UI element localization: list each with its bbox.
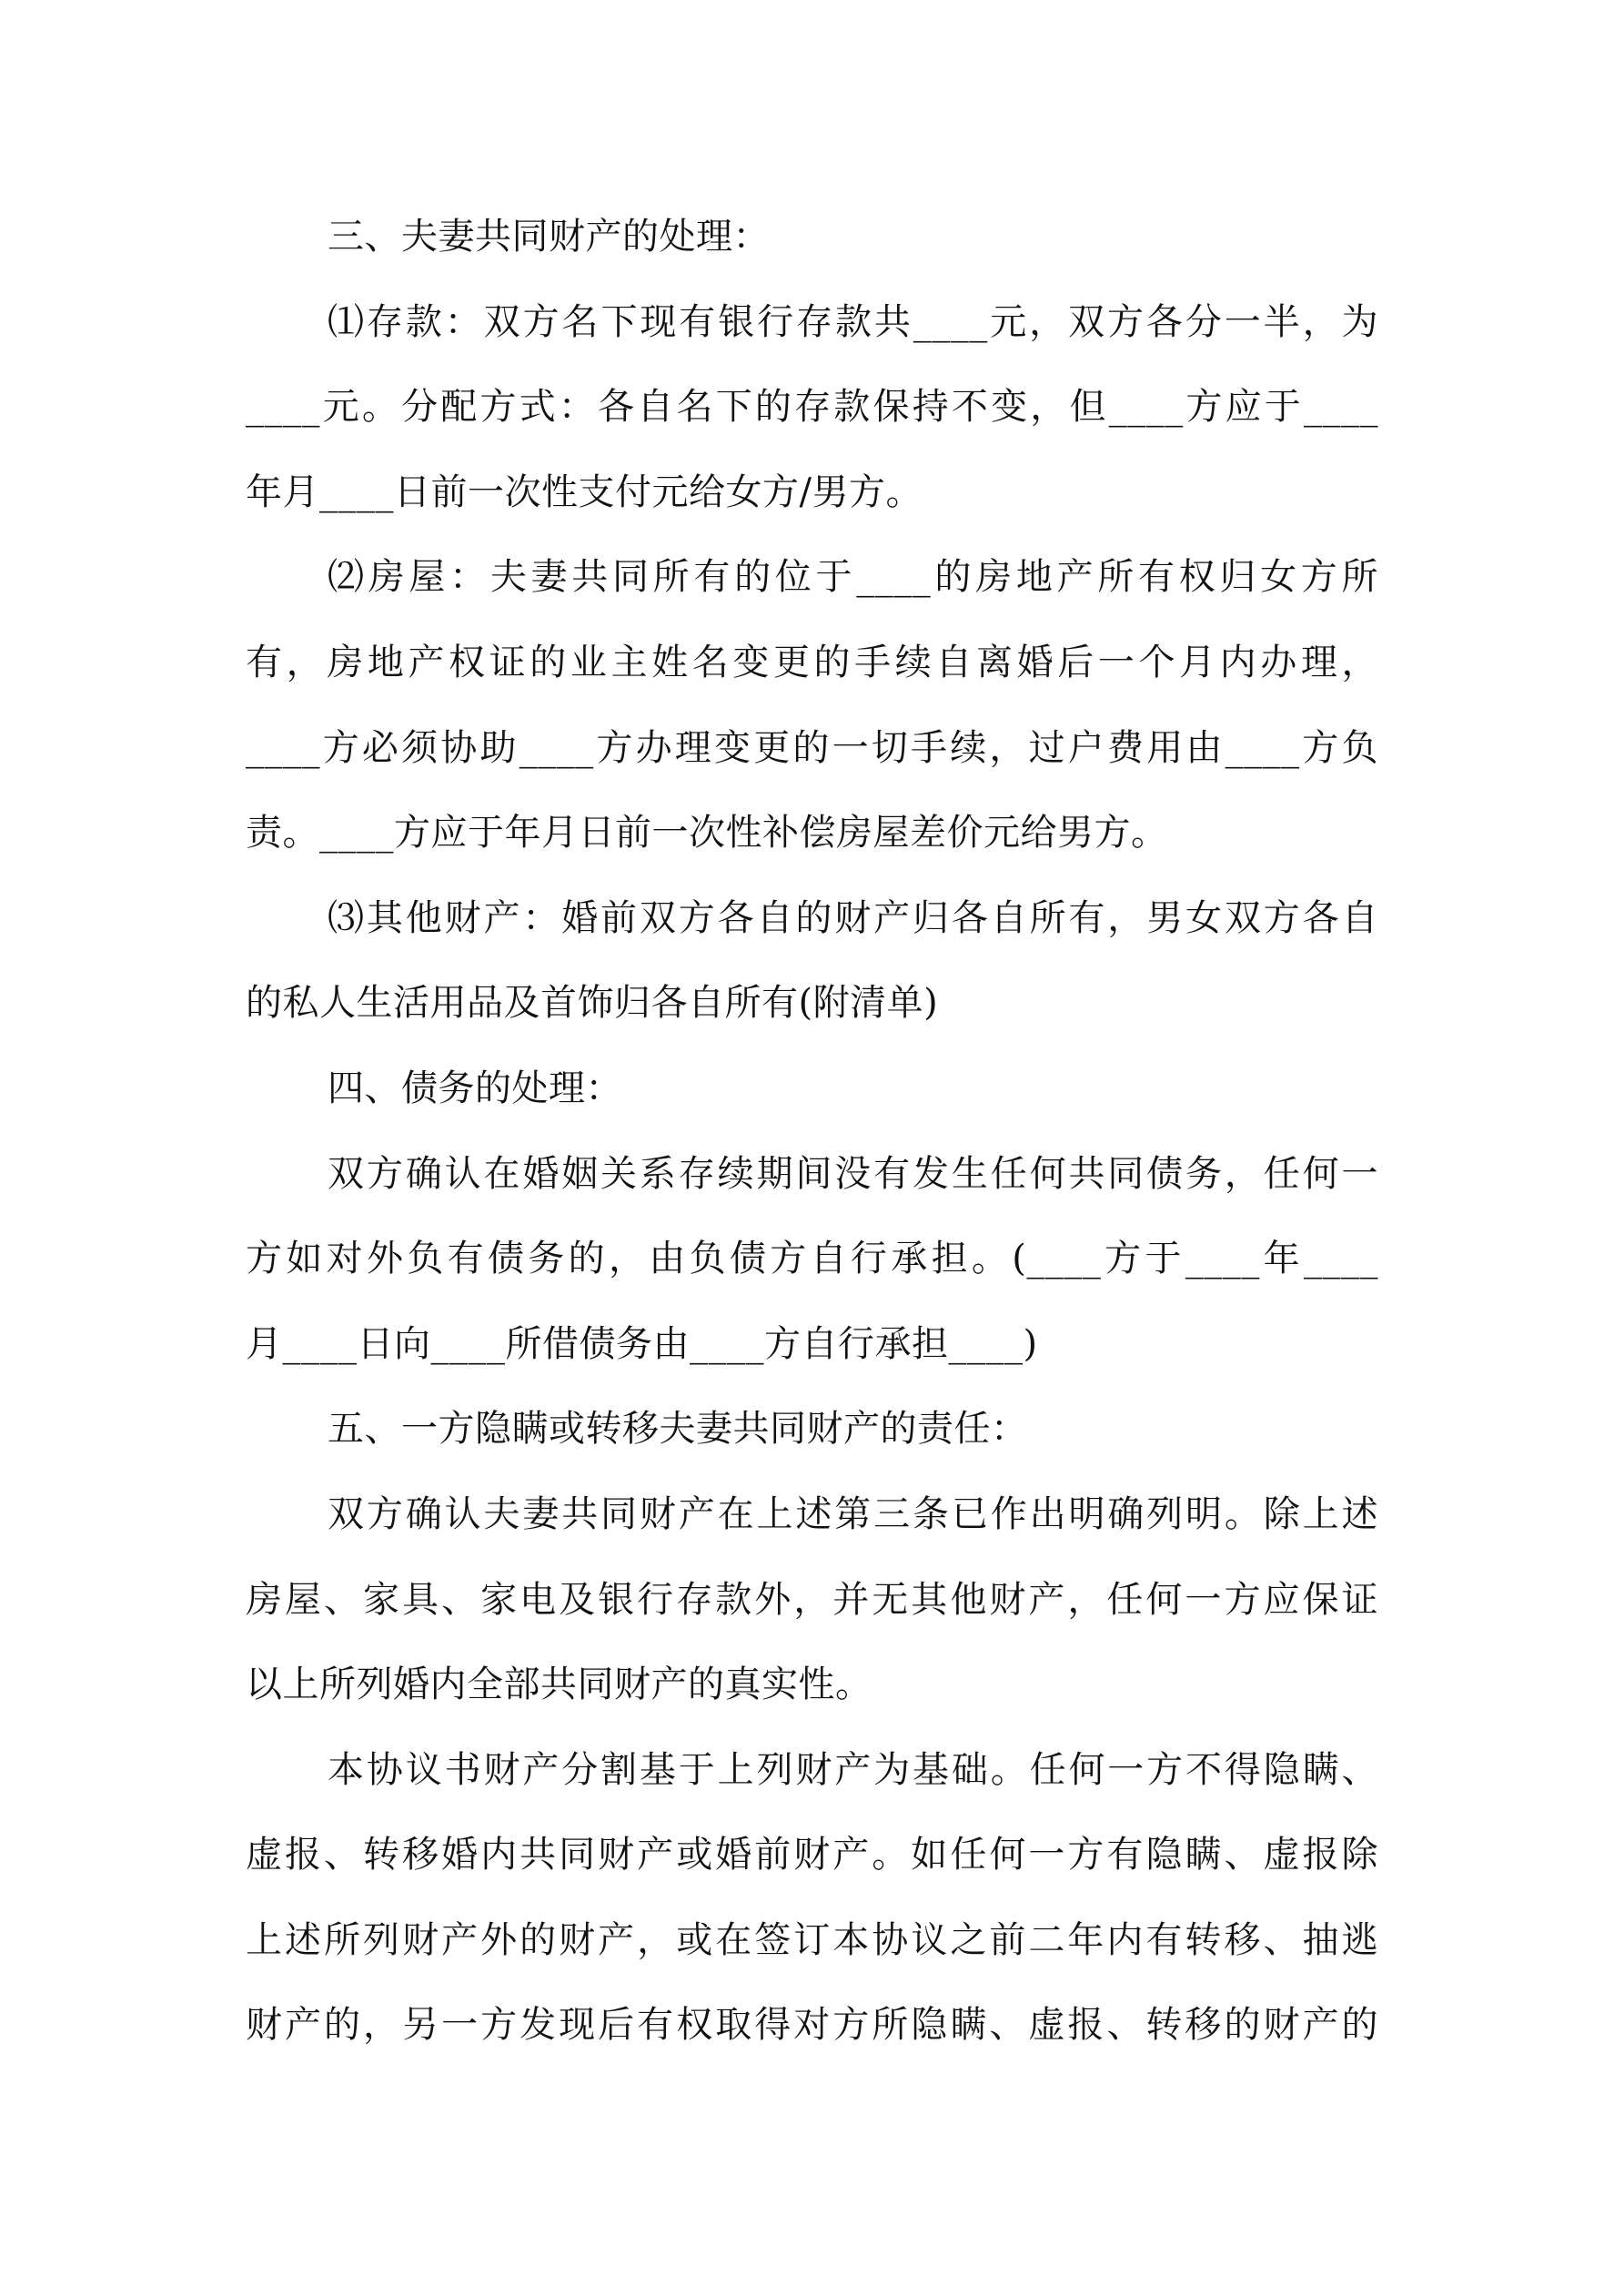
text-line: 月____日向____所借债务由____方自行承担____) xyxy=(246,1322,1038,1365)
text-line: ⑶其他财产：婚前双方各自的财产归各自所有，男女双方各自 xyxy=(328,896,1378,939)
text-line: 本协议书财产分割基于上列财产为基础。任何一方不得隐瞒、 xyxy=(328,1748,1378,1791)
text-line: 方如对外负有债务的，由负债方自行承担。(____方于____年____ xyxy=(246,1238,1378,1280)
text-line: ⑴存款：双方名下现有银行存款共____元，双方各分一半，为 xyxy=(328,300,1378,343)
text-line: ⑵房屋：夫妻共同所有的位于____的房地产所有权归女方所 xyxy=(328,556,1378,599)
text-line: 三、夫妻共同财产的处理： xyxy=(328,216,770,258)
text-line: ____元。分配方式：各自名下的存款保持不变，但____方应于____ xyxy=(246,386,1378,429)
text-line: 房屋、家具、家电及银行存款外，并无其他财产，任何一方应保证 xyxy=(246,1578,1378,1621)
text-line: 财产的，另一方发现后有权取得对方所隐瞒、虚报、转移的财产的 xyxy=(246,2004,1378,2047)
text-line: 双方确认夫妻共同财产在上述第三条已作出明确列明。除上述 xyxy=(328,1492,1378,1535)
text-line: 年月____日前一次性支付元给女方/男方。 xyxy=(246,470,923,513)
text-line: 责。____方应于年月日前一次性补偿房屋差价元给男方。 xyxy=(246,812,1168,855)
text-line: 虚报、转移婚内共同财产或婚前财产。如任何一方有隐瞒、虚报除 xyxy=(246,1834,1378,1876)
text-line: 有，房地产权证的业主姓名变更的手续自离婚后一个月内办理， xyxy=(246,641,1378,683)
text-line: 以上所列婚内全部共同财产的真实性。 xyxy=(246,1664,873,1706)
text-line: ____方必须协助____方办理变更的一切手续，过户费用由____方负 xyxy=(246,726,1378,769)
document-body xyxy=(246,195,1378,2068)
text-line: 五、一方隐瞒或转移夫妻共同财产的责任： xyxy=(328,1408,1028,1451)
text-line: 双方确认在婚姻关系存续期间没有发生任何共同债务，任何一 xyxy=(328,1152,1378,1195)
text-line: 上述所列财产外的财产，或在签订本协议之前二年内有转移、抽逃 xyxy=(246,1918,1378,1961)
text-line: 的私人生活用品及首饰归各自所有(附清单) xyxy=(246,982,939,1025)
text-line: 四、债务的处理： xyxy=(328,1067,622,1109)
